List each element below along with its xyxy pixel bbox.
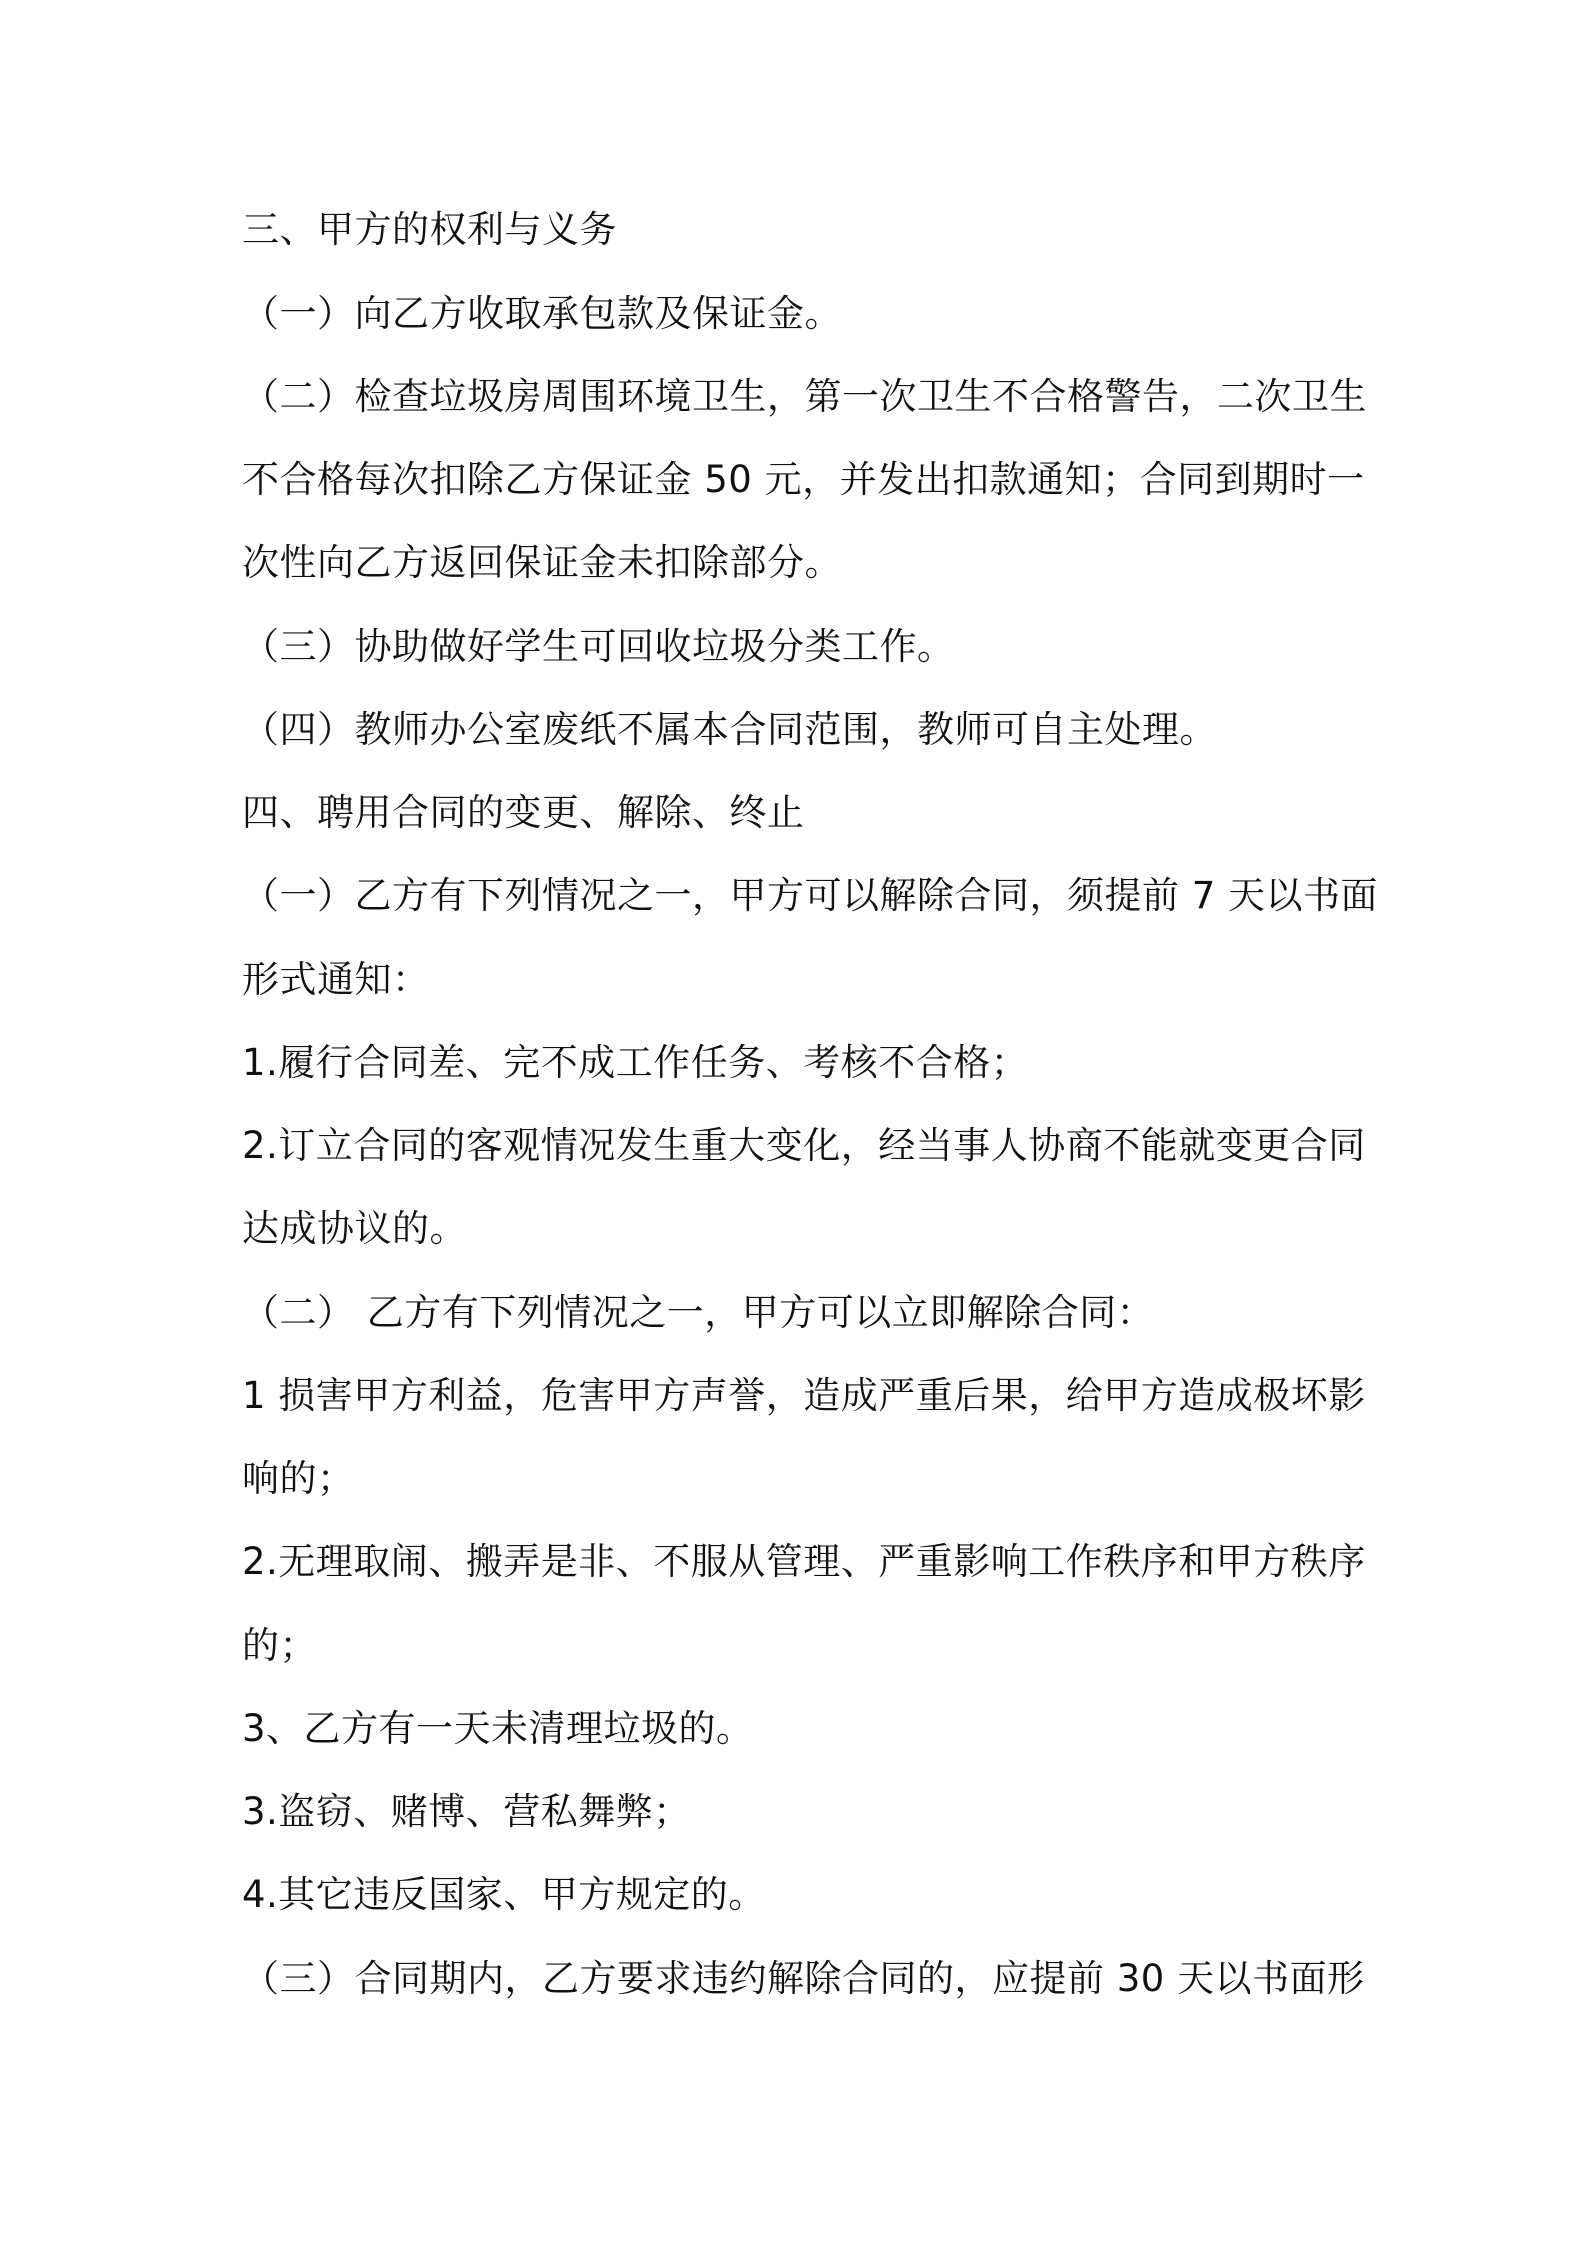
paragraph-line: 4.其它违反国家、甲方规定的。 xyxy=(242,1873,766,1916)
paragraph-line: 2.无理取闹、搬弄是非、不服从管理、严重影响工作秩序和甲方秩序 xyxy=(242,1540,1366,1583)
paragraph-line: （四）教师办公室废纸不属本合同范围，教师可自主处理。 xyxy=(242,708,1217,751)
section-heading-3: 三、甲方的权利与义务 xyxy=(242,208,617,251)
paragraph-line: 3、乙方有一天未清理垃圾的。 xyxy=(242,1707,754,1750)
paragraph-line: （二） 乙方有下列情况之一，甲方可以立即解除合同： xyxy=(242,1291,1155,1334)
paragraph-line: 不合格每次扣除乙方保证金 50 元，并发出扣款通知；合同到期时一 xyxy=(242,458,1365,501)
paragraph-line: （三）合同期内，乙方要求违约解除合同的，应提前 30 天以书面形 xyxy=(242,1957,1365,2000)
paragraph-line: （二）检查垃圾房周围环境卫生，第一次卫生不合格警告，二次卫生 xyxy=(242,375,1367,418)
paragraph-line: 的； xyxy=(242,1624,317,1667)
paragraph-line: 响的； xyxy=(242,1457,355,1500)
paragraph-line: 次性向乙方返回保证金未扣除部分。 xyxy=(242,541,842,584)
paragraph-line: 达成协议的。 xyxy=(242,1207,467,1250)
paragraph-line: 1.履行合同差、完不成工作任务、考核不合格； xyxy=(242,1041,1029,1084)
paragraph-line: 形式通知： xyxy=(242,958,430,1001)
paragraph-line: 3.盗窃、赌博、营私舞弊； xyxy=(242,1790,691,1833)
paragraph-line: 1 损害甲方利益，危害甲方声誉，造成严重后果，给甲方造成极坏影 xyxy=(242,1374,1366,1417)
section-heading-4: 四、聘用合同的变更、解除、终止 xyxy=(242,791,805,834)
paragraph-line: 2.订立合同的客观情况发生重大变化，经当事人协商不能就变更合同 xyxy=(242,1124,1366,1167)
paragraph-line: （一）向乙方收取承包款及保证金。 xyxy=(242,292,842,335)
paragraph-line: （一）乙方有下列情况之一，甲方可以解除合同，须提前 7 天以书面 xyxy=(242,874,1379,917)
paragraph-line: （三）协助做好学生可回收垃圾分类工作。 xyxy=(242,625,955,668)
